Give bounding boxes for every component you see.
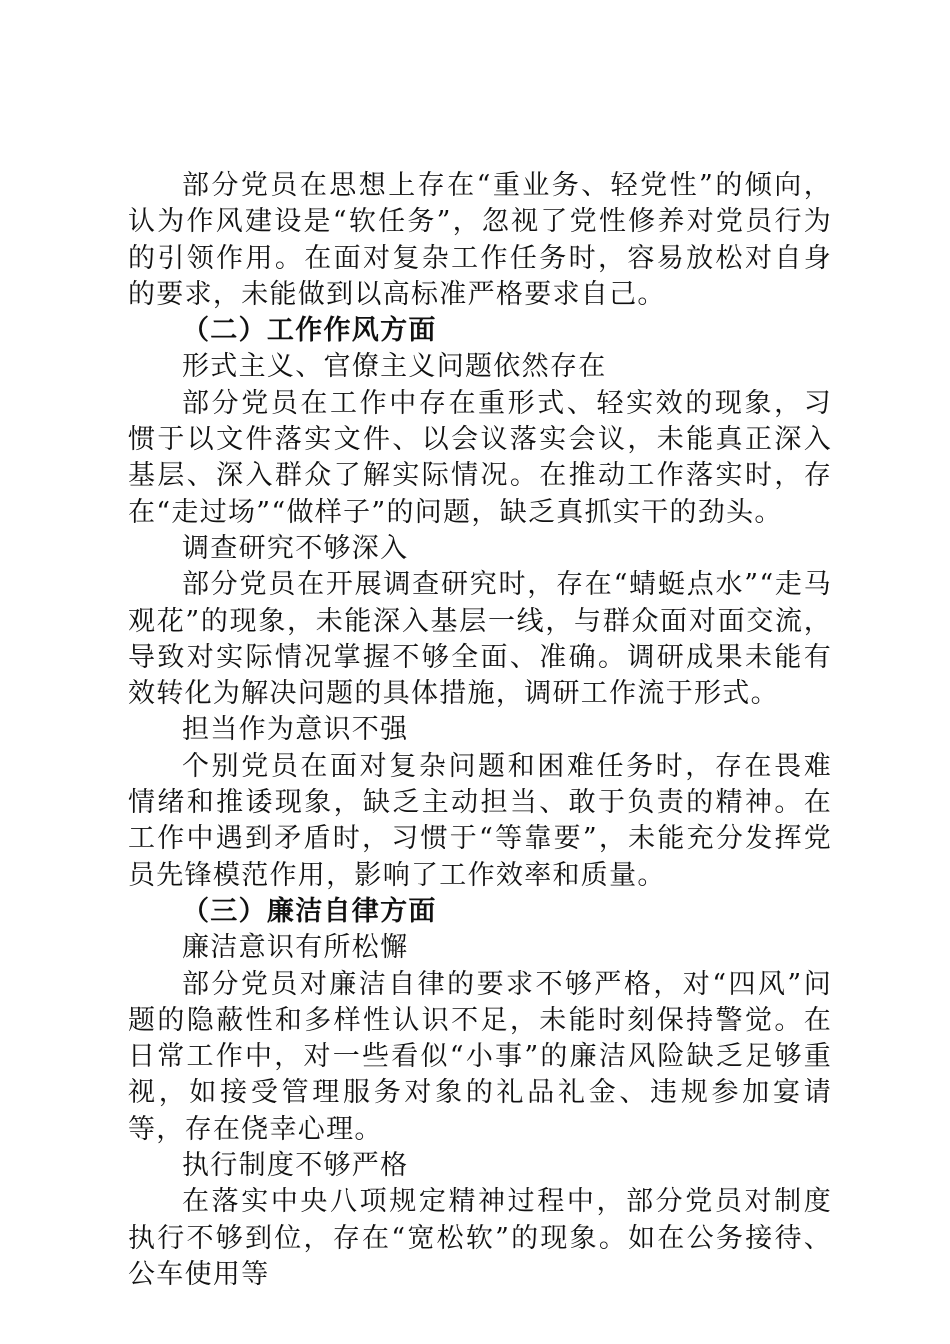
document-page — [128, 168, 832, 1293]
paragraph-integrity-awareness: 部分党员对廉洁自律的要求不够严格，对“四风”问题的隐蔽性和多样性认识不足，未能时刻保持警觉。在日常工作中，对一些看似“小事”的廉洁风险缺乏足够重视，如接受管理服务对象的礼品礼金、违规参加宴请等，存在侥幸心理。 — [128, 968, 832, 1145]
paragraph-rule-enforcement: 在落实中央八项规定精神过程中，部分党员对制度执行不够到位，存在“宽松软”的现象。如在公务接待、公车使用等 — [128, 1186, 832, 1290]
paragraph-formalism: 部分党员在工作中存在重形式、轻实效的现象，习惯于以文件落实文件、以会议落实会议，未能真正深入基层、深入群众了解实际情况。在推动工作落实时，存在“走过场”“做样子”的问题，缺乏真抓实干的劲头。 — [128, 387, 832, 528]
paragraph-research: 部分党员在开展调查研究时，存在“蜻蜓点水”“走马观花”的现象，未能深入基层一线，与群众面对面交流，导致对实际情况掌握不够全面、准确。调研成果未能有效转化为解决问题的具体措施，调研工作流于形式。 — [128, 569, 832, 710]
subheading-responsibility: 担当作为意识不强 — [182, 714, 409, 746]
paragraph-party-awareness: 部分党员在思想上存在“重业务、轻党性”的倾向，认为作风建设是“软任务”，忽视了党性修养对党员行为的引领作用。在面对复杂工作任务时，容易放松对自身的要求，未能做到以高标准严格要求自己。 — [128, 170, 832, 310]
subheading-integrity-awareness: 廉洁意识有所松懈 — [182, 932, 409, 964]
subheading-formalism: 形式主义、官僚主义问题依然存在 — [182, 351, 607, 383]
subheading-rule-enforcement: 执行制度不够严格 — [182, 1150, 409, 1182]
subheading-research: 调查研究不够深入 — [182, 532, 409, 564]
paragraph-responsibility: 个别党员在面对复杂问题和困难任务时，存在畏难情绪和推诿现象，缺乏主动担当、敢于负责的精神。在工作中遇到矛盾时，习惯于“等靠要”，未能充分发挥党员先锋模范作用，影响了工作效率和质量。 — [128, 750, 832, 891]
section-heading-integrity: （三）廉洁自律方面 — [182, 895, 437, 927]
section-heading-work-style: （二）工作作风方面 — [182, 315, 437, 347]
